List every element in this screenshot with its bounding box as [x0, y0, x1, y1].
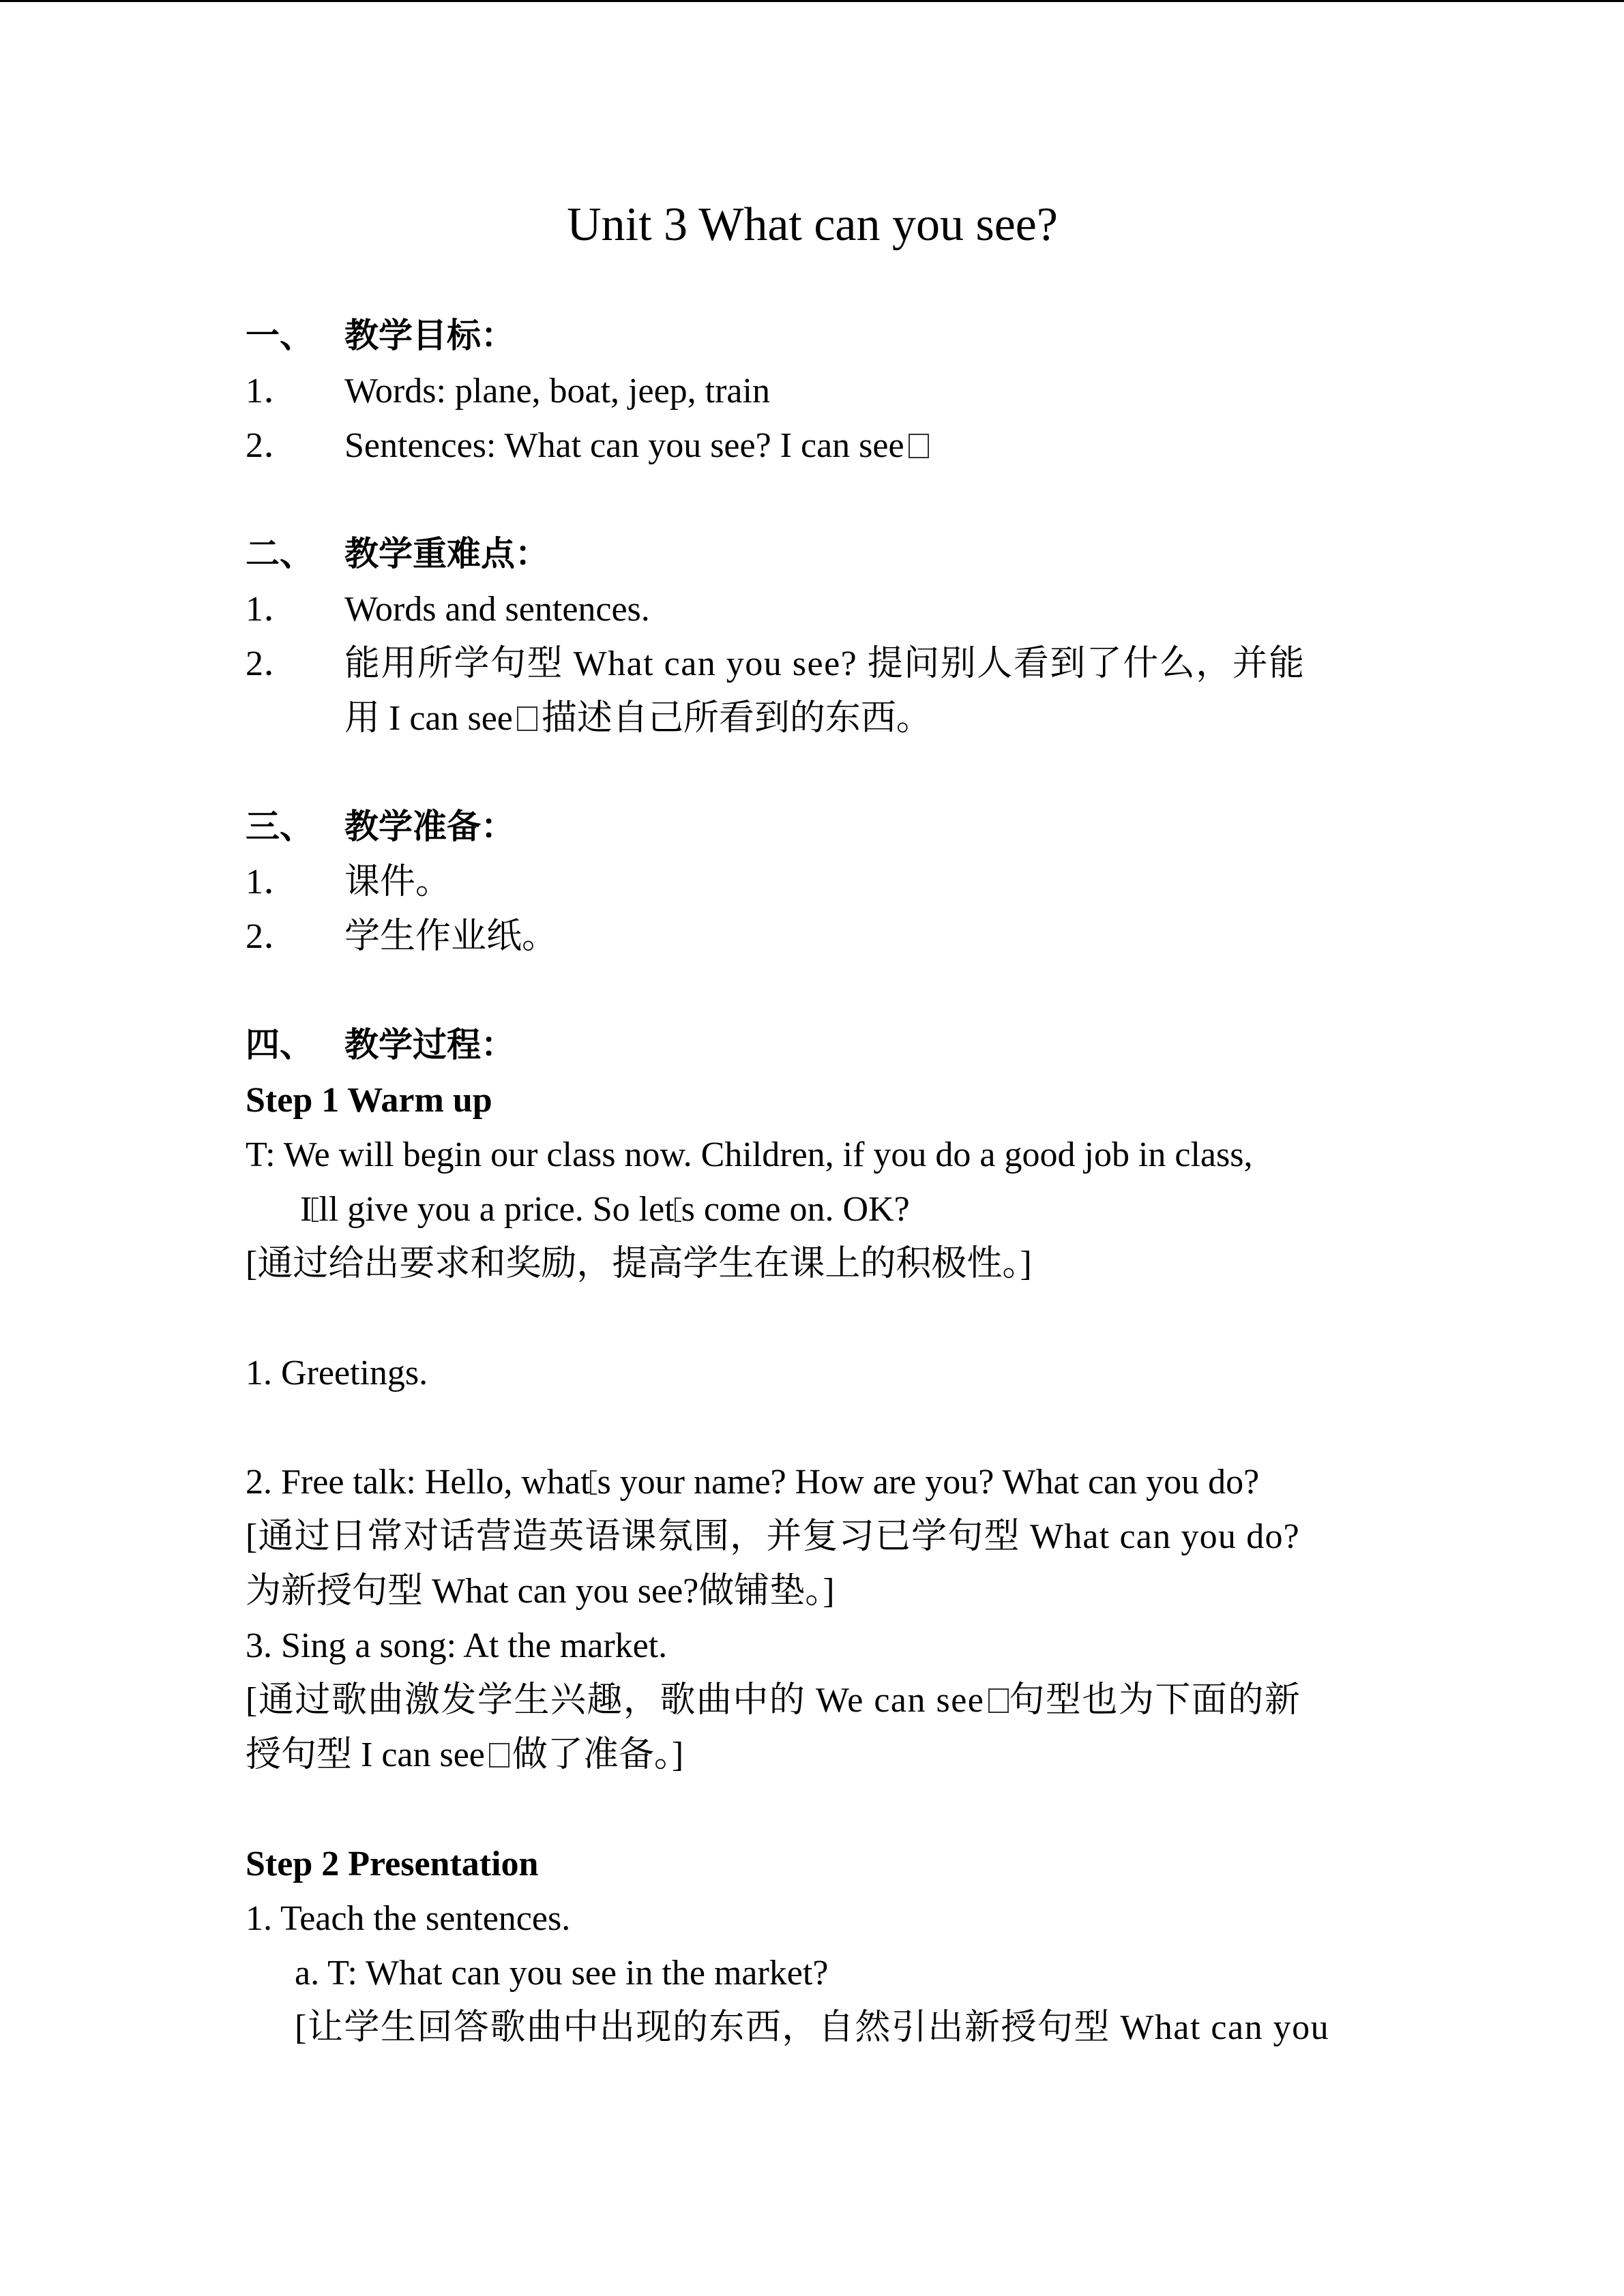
list-number: 1．: [246, 372, 299, 411]
list-text: 课件。: [344, 863, 452, 901]
section-heading-preparation: [246, 799, 515, 854]
list-text: Words: plane, boat, jeep, train: [344, 372, 770, 411]
top-border-line: [0, 0, 1624, 2]
list-text: Sentences: What can you see? I can see: [344, 426, 904, 465]
list-number: 2．: [246, 917, 299, 956]
section-heading-objectives: [246, 308, 515, 363]
text-fragment: [让学生回答歌曲中出现的东西，自然引出新授句型 What can you: [295, 2008, 1330, 2047]
list-number: 1．: [246, 863, 299, 901]
section-title: 教学目标：: [344, 316, 515, 355]
teaching-note: [246, 1673, 1301, 1728]
text-fragment: [通过日常对话营造英语课氛围，并复习已学句型 What can you do?: [246, 1517, 1300, 1556]
activity-free-talk: [246, 1455, 1259, 1510]
apostrophe-box-glyph: [675, 1197, 681, 1222]
list-item: [246, 637, 1379, 691]
section-title: 教学准备：: [344, 807, 515, 846]
teacher-line-continuation: [300, 1182, 910, 1237]
activity-song: 3. Sing a song: At the market.: [246, 1626, 668, 1665]
teaching-note: [通过给出要求和奖励，提高学生在课上的积极性。]: [246, 1244, 1032, 1283]
list-text: 用 I can see: [344, 699, 513, 738]
apostrophe-box-glyph: [312, 1197, 319, 1222]
text-fragment: I: [300, 1190, 312, 1229]
text-fragment: 2. Free talk: Hello, what: [246, 1463, 591, 1502]
section-number: 一、: [246, 316, 314, 355]
activity-greetings: 1. Greetings.: [246, 1354, 428, 1392]
placeholder-box-glyph: [517, 706, 537, 731]
list-item: [246, 364, 770, 419]
list-text: 能用所学句型 What can you see? 提问别人看到了什么，并能: [344, 644, 1305, 683]
step1-title: Step 1 Warm up: [246, 1081, 492, 1120]
section-heading-key-points: [246, 526, 549, 581]
text-fragment: [通过歌曲激发学生兴趣，歌曲中的 We can see: [246, 1681, 985, 1720]
text-fragment: ll give you a price. So let: [319, 1190, 675, 1229]
section-number: 三、: [246, 807, 314, 846]
teacher-line: T: We will begin our class now. Children, if you do a good job in class,: [246, 1135, 1253, 1174]
text-fragment: 做了准备。]: [512, 1735, 684, 1774]
list-number: 2．: [246, 644, 299, 683]
list-number: 1．: [246, 590, 299, 629]
text-fragment: s come on. OK?: [681, 1190, 910, 1229]
placeholder-box-glyph: [489, 1743, 510, 1768]
list-item: [246, 419, 929, 473]
placeholder-box-glyph: [988, 1688, 1009, 1713]
text-fragment: s your name? How are you? What can you do?: [597, 1463, 1260, 1502]
list-number: 2．: [246, 426, 299, 465]
teaching-note: [246, 1510, 1379, 1564]
list-item-continuation: [344, 691, 932, 746]
step2-title: Step 2 Presentation: [246, 1845, 539, 1883]
section-number: 四、: [246, 1025, 314, 1064]
section-number: 二、: [246, 534, 314, 573]
list-text: 描述自己所看到的东西。: [541, 699, 932, 738]
list-text: 学生作业纸。: [344, 917, 558, 956]
activity-teach-sentences: 1. Teach the sentences.: [246, 1899, 571, 1938]
section-heading-process: [246, 1017, 515, 1072]
section-title: 教学过程：: [344, 1025, 515, 1064]
list-text: Words and sentences.: [344, 590, 650, 629]
list-item: [246, 910, 557, 964]
teaching-note: [295, 2001, 1329, 2055]
teaching-note-continuation: [246, 1728, 683, 1783]
text-fragment: 授句型 I can see: [246, 1735, 485, 1774]
teaching-note-continuation: 为新授句型 What can you see?做铺垫。]: [246, 1572, 835, 1611]
list-item: [246, 855, 451, 910]
apostrophe-box-glyph: [590, 1470, 597, 1495]
placeholder-box-glyph: [909, 434, 929, 458]
section-title: 教学重难点：: [344, 534, 549, 573]
text-fragment: 句型也为下面的新: [1009, 1681, 1301, 1720]
list-item: [246, 582, 650, 637]
sub-activity: a. T: What can you see in the market?: [295, 1954, 829, 1993]
document-title: Unit 3 What can you see?: [567, 198, 1058, 251]
